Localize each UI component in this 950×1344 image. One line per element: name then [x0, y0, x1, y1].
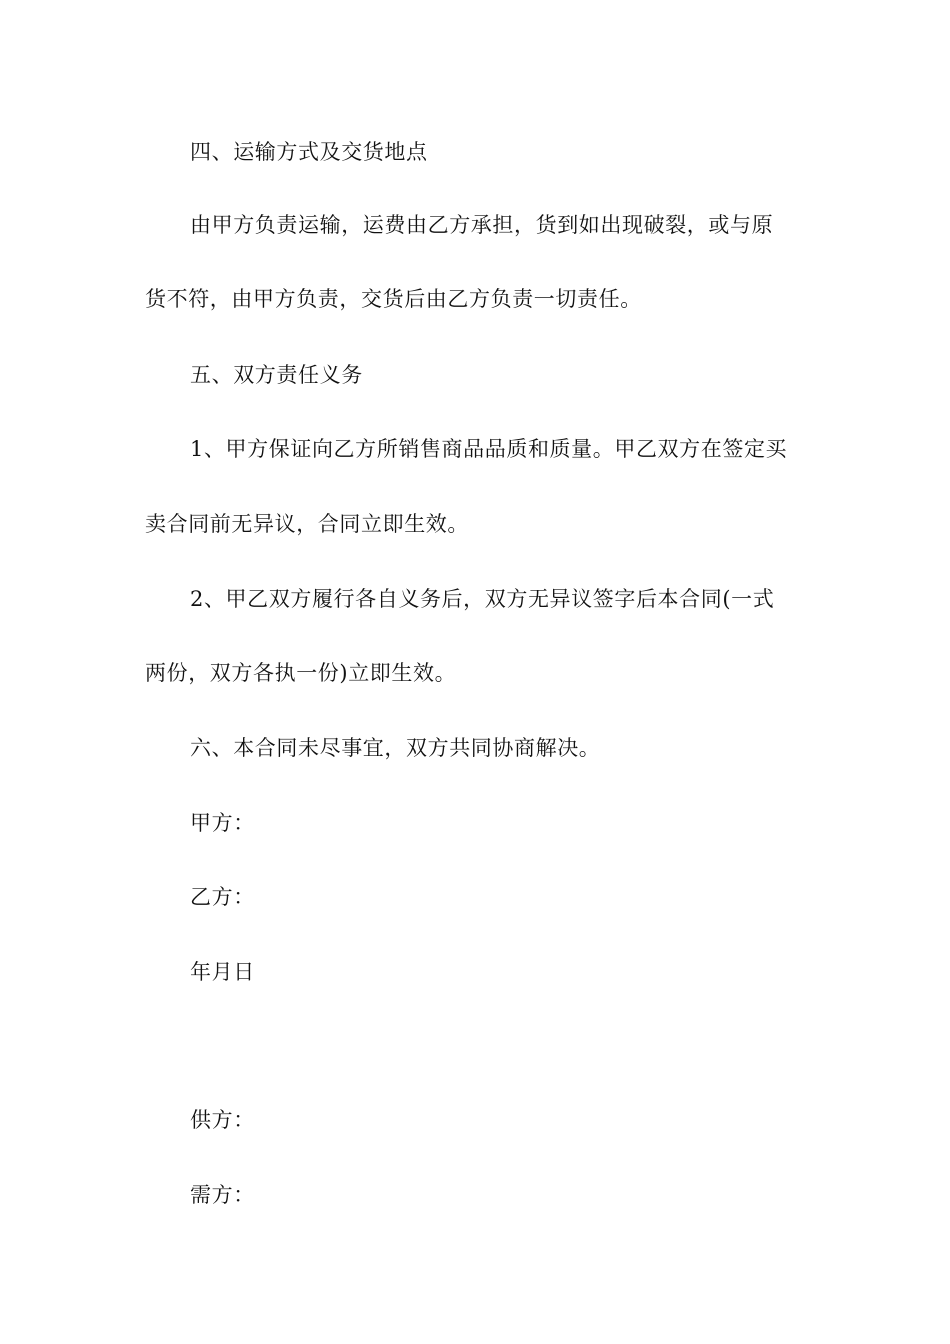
paragraph-line: 货不符，由甲方负责，交货后由乙方负责一切责任。: [145, 287, 642, 311]
section-heading-obligations: 五、双方责任义务: [190, 363, 363, 387]
paragraph-line: 由甲方负责运输，运费由乙方承担，货到如出现破裂，或与原: [190, 213, 774, 237]
date-label: 年月日: [190, 960, 255, 984]
party-a-label: 甲方：: [190, 811, 255, 835]
paragraph-line: 卖合同前无异议，合同立即生效。: [145, 512, 469, 536]
section-heading-misc: 六、本合同未尽事宜，双方共同协商解决。: [190, 736, 601, 760]
section-heading-transport: 四、运输方式及交货地点: [190, 140, 428, 164]
buyer-label: 需方：: [190, 1183, 255, 1207]
paragraph-line: 两份，双方各执一份)立即生效。: [145, 661, 457, 685]
paragraph-line: 1、甲方保证向乙方所销售商品品质和质量。甲乙双方在签定买: [190, 437, 788, 461]
party-b-label: 乙方：: [190, 885, 255, 909]
supplier-label: 供方：: [190, 1108, 255, 1132]
paragraph-line: 2、甲乙双方履行各自义务后，双方无异议签字后本合同(一式: [190, 587, 775, 611]
